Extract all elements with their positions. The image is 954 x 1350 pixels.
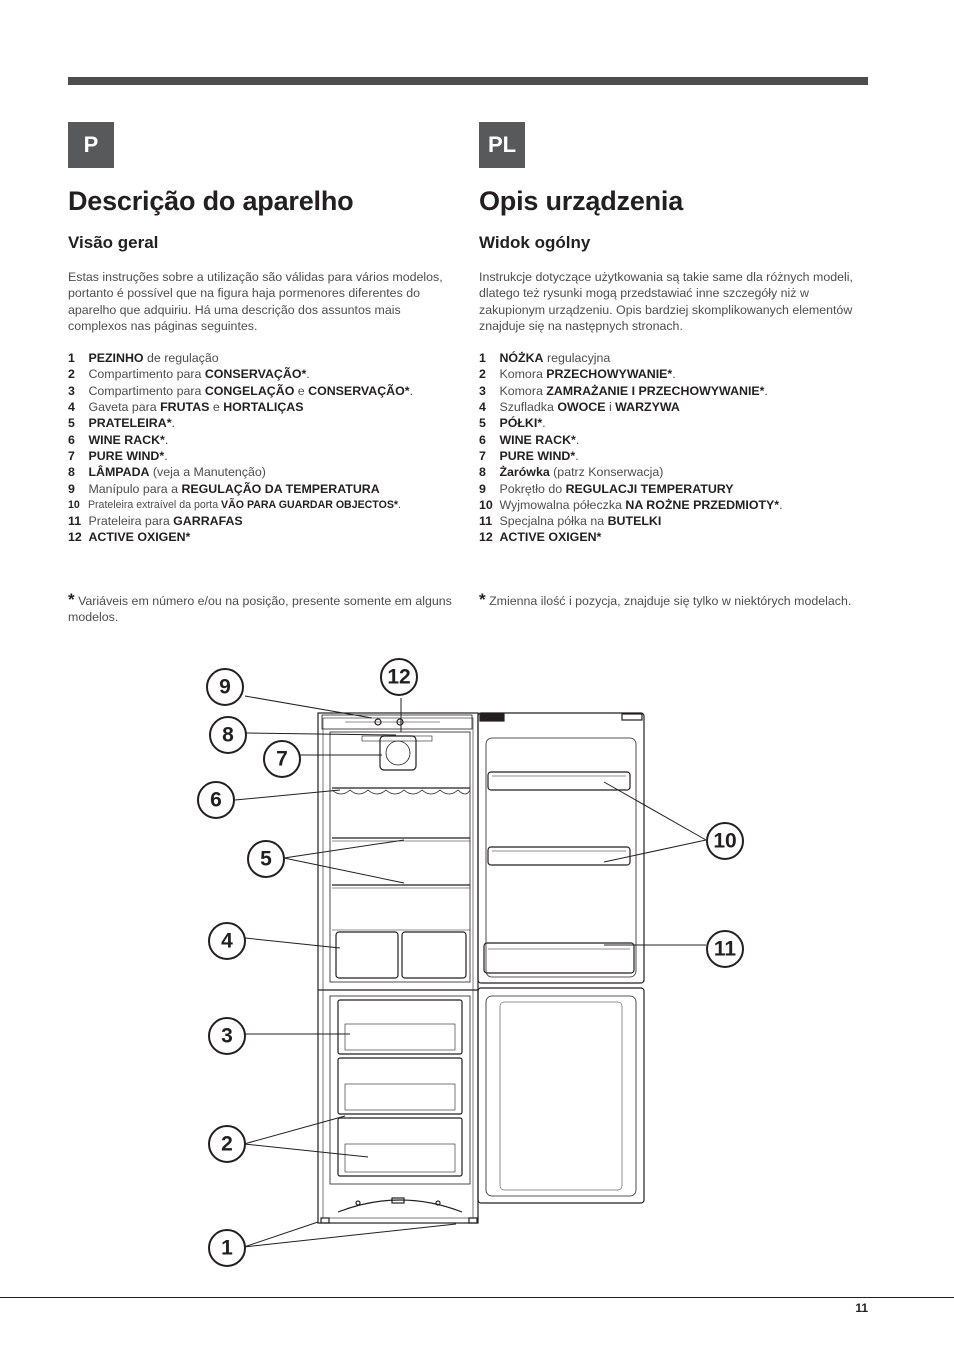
list-item xyxy=(68,464,458,480)
refrigerator-diagram xyxy=(0,640,954,1270)
item-b1: ZAMRAŻANIE I PRZECHOWYWANIE* xyxy=(546,383,765,398)
callout-9 xyxy=(207,669,243,705)
footnote-star: * xyxy=(479,590,486,609)
item-n: 5 xyxy=(479,416,486,431)
item-mid: i xyxy=(605,400,616,415)
item-pre: Pokrętło do xyxy=(499,481,566,496)
svg-text:9: 9 xyxy=(219,675,231,699)
item-b1: ACTIVE OXIGEN* xyxy=(88,530,191,545)
item-n: 5 xyxy=(68,416,75,431)
left-column xyxy=(68,186,458,546)
callout-12 xyxy=(381,659,417,695)
item-b1: FRUTAS xyxy=(160,400,210,415)
item-n: 12 xyxy=(68,530,82,545)
item-mid: . xyxy=(164,432,169,447)
svg-text:8: 8 xyxy=(222,723,234,747)
right-column xyxy=(479,186,869,546)
list-item xyxy=(479,529,869,545)
callout-8 xyxy=(210,717,246,753)
item-n: 2 xyxy=(68,367,75,382)
list-item xyxy=(68,399,458,415)
callout-6 xyxy=(198,782,234,818)
item-n: 11 xyxy=(479,514,493,529)
list-item xyxy=(68,432,458,448)
item-b1: CONGELAÇÃO xyxy=(204,383,295,398)
callout-2 xyxy=(209,1126,245,1162)
item-b1: PEZINHO xyxy=(88,351,144,366)
item-pre: Gaveta para xyxy=(88,400,161,415)
item-n: 10 xyxy=(479,497,493,512)
item-n: 8 xyxy=(68,465,75,480)
item-mid: regulacyjna xyxy=(543,351,611,366)
svg-text:12: 12 xyxy=(387,665,411,689)
item-b1: REGULACJI TEMPERATURY xyxy=(565,481,734,496)
item-n: 12 xyxy=(479,530,493,545)
item-b1: BUTELKI xyxy=(607,514,662,529)
item-mid: de regulação xyxy=(143,351,219,366)
page-number: 11 xyxy=(855,1301,868,1315)
item-n: 7 xyxy=(479,448,486,463)
list-item xyxy=(479,366,869,382)
item-b1: WINE RACK* xyxy=(499,432,576,447)
item-b1: REGULAÇÃO DA TEMPERATURA xyxy=(181,481,380,496)
item-pre: Komora xyxy=(499,367,547,382)
item-mid: . xyxy=(171,416,175,431)
list-item xyxy=(479,383,869,399)
item-mid: . xyxy=(164,448,168,463)
left-subtitle: Visão geral xyxy=(68,233,159,252)
left-title: Descrição do aparelho xyxy=(68,186,354,216)
fridge-drawing xyxy=(318,713,644,1223)
list-item xyxy=(479,415,869,431)
list-item xyxy=(68,513,458,529)
item-b1: WINE RACK* xyxy=(88,432,165,447)
svg-text:4: 4 xyxy=(221,929,233,953)
item-mid: . xyxy=(306,367,310,382)
item-b2: CONSERVAÇÃO* xyxy=(308,383,410,398)
item-pre: Compartimento para xyxy=(88,383,205,398)
item-b1: LÂMPADA xyxy=(88,465,150,480)
callout-4 xyxy=(209,923,245,959)
left-intro: Estas instruções sobre a utilização são válidas para vários modelos, portanto é possível que na figura haja pormenores diferentes do aparelho que adquiriu. Há uma descrição dos assuntos mais complexos nas páginas seguintes. xyxy=(68,270,443,333)
left-parts-list xyxy=(68,350,458,546)
right-intro: Instrukcje dotyczące użytkowania są takie same dla różnych modeli, dlatego też rysunki mogą przedstawiać inne szczegóły niż w zakupionym urządzeniu. Opis bardziej skomplikowanych elementów znajduje się na następnych stronach. xyxy=(479,270,853,333)
list-item xyxy=(479,350,869,366)
list-item xyxy=(479,481,869,497)
freezer-door xyxy=(478,988,644,1203)
list-item xyxy=(479,513,869,529)
list-item xyxy=(479,448,869,464)
item-pre: Specjalna półka na xyxy=(499,514,608,529)
item-n: 9 xyxy=(479,481,486,496)
item-b1: NA ROŻNE PRZEDMIOTY* xyxy=(625,497,780,512)
item-mid: . xyxy=(764,383,768,398)
item-n: 6 xyxy=(479,432,486,447)
item-mid: (veja a Manutenção) xyxy=(149,465,266,480)
list-item xyxy=(479,464,869,480)
left-footnote xyxy=(68,592,458,626)
item-b1: VÃO PARA GUARDAR OBJECTOS* xyxy=(221,498,399,511)
item-b2: WARZYWA xyxy=(615,400,680,415)
item-b1: OWOCE xyxy=(557,400,606,415)
item-n: 3 xyxy=(479,383,486,398)
list-item xyxy=(68,366,458,382)
item-post: . xyxy=(409,383,414,398)
svg-text:10: 10 xyxy=(713,829,737,853)
list-item xyxy=(68,383,458,399)
item-b1: GARRAFAS xyxy=(173,514,243,529)
right-footnote xyxy=(479,592,869,609)
item-pre: Manípulo para a xyxy=(88,481,182,496)
item-mid: . xyxy=(779,497,783,512)
list-item xyxy=(68,415,458,431)
item-n: 1 xyxy=(479,351,486,366)
list-item xyxy=(479,497,869,513)
item-n: 4 xyxy=(479,400,486,415)
item-b1: PÓŁKI* xyxy=(499,416,543,431)
item-pre: Prateleira para xyxy=(88,514,174,529)
language-badge-pl: PL xyxy=(479,122,525,168)
item-mid: e xyxy=(209,400,224,415)
item-pre: Szufladka xyxy=(499,400,558,415)
callout-3 xyxy=(209,1018,245,1054)
item-mid: . xyxy=(672,367,676,382)
item-n: 1 xyxy=(68,351,75,366)
list-item xyxy=(68,497,458,513)
item-pre: Compartimento para xyxy=(88,367,205,382)
item-n: 6 xyxy=(68,432,75,447)
svg-text:2: 2 xyxy=(221,1132,233,1156)
callout-5 xyxy=(248,841,284,877)
bottom-rule xyxy=(0,1297,954,1298)
item-b1: NÓŻKA xyxy=(499,351,544,366)
item-b1: Żarówka xyxy=(499,465,550,480)
item-pre: Komora xyxy=(499,383,547,398)
item-mid: . xyxy=(575,448,579,463)
item-mid: e xyxy=(294,383,309,398)
footnote-text: Variáveis em número e/ou na posição, presente somente em alguns modelos. xyxy=(68,594,452,625)
svg-text:1: 1 xyxy=(221,1236,233,1260)
list-item xyxy=(479,432,869,448)
item-b1: ACTIVE OXIGEN* xyxy=(499,530,602,545)
footnote-text: Zmienna ilość i pozycja, znajduje się tylko w niektórych modelach. xyxy=(485,594,852,608)
item-b1: PRZECHOWYWANIE* xyxy=(546,367,673,382)
svg-text:11: 11 xyxy=(713,937,737,961)
top-rule xyxy=(68,77,868,85)
leader-lines xyxy=(235,696,706,1247)
svg-text:7: 7 xyxy=(276,747,288,771)
item-n: 10 xyxy=(68,498,80,511)
footnote-star: * xyxy=(68,590,75,609)
right-title: Opis urządzenia xyxy=(479,186,684,216)
callout-1 xyxy=(209,1230,245,1266)
callout-10 xyxy=(707,823,743,859)
callout-7 xyxy=(264,741,300,777)
svg-text:6: 6 xyxy=(210,788,222,812)
item-n: 7 xyxy=(68,448,75,463)
svg-text:5: 5 xyxy=(260,847,272,871)
item-pre: Prateleira extraível da porta xyxy=(87,498,222,511)
item-mid: . xyxy=(542,416,546,431)
list-item xyxy=(479,399,869,415)
item-mid: (patrz Konserwacja) xyxy=(549,465,664,480)
item-n: 3 xyxy=(68,383,75,398)
item-mid: . xyxy=(575,432,580,447)
item-b1: PURE WIND* xyxy=(499,448,576,463)
item-b2: HORTALIÇAS xyxy=(223,400,304,415)
right-parts-list xyxy=(479,350,869,546)
item-b1: PRATELEIRA* xyxy=(88,416,172,431)
svg-text:3: 3 xyxy=(221,1024,233,1048)
right-subtitle: Widok ogólny xyxy=(479,233,591,252)
list-item xyxy=(68,529,458,545)
item-mid: . xyxy=(398,498,401,511)
list-item xyxy=(68,448,458,464)
list-item xyxy=(68,481,458,497)
item-pre: Wyjmowalna półeczka xyxy=(499,497,626,512)
item-n: 2 xyxy=(479,367,486,382)
list-item xyxy=(68,350,458,366)
item-n: 8 xyxy=(479,465,486,480)
item-b1: PURE WIND* xyxy=(88,448,165,463)
item-n: 4 xyxy=(68,400,75,415)
item-n: 11 xyxy=(68,514,82,529)
item-n: 9 xyxy=(68,481,75,496)
item-b1: CONSERVAÇÃO* xyxy=(204,367,307,382)
callout-11 xyxy=(707,931,743,967)
language-badge-p: P xyxy=(68,122,114,168)
